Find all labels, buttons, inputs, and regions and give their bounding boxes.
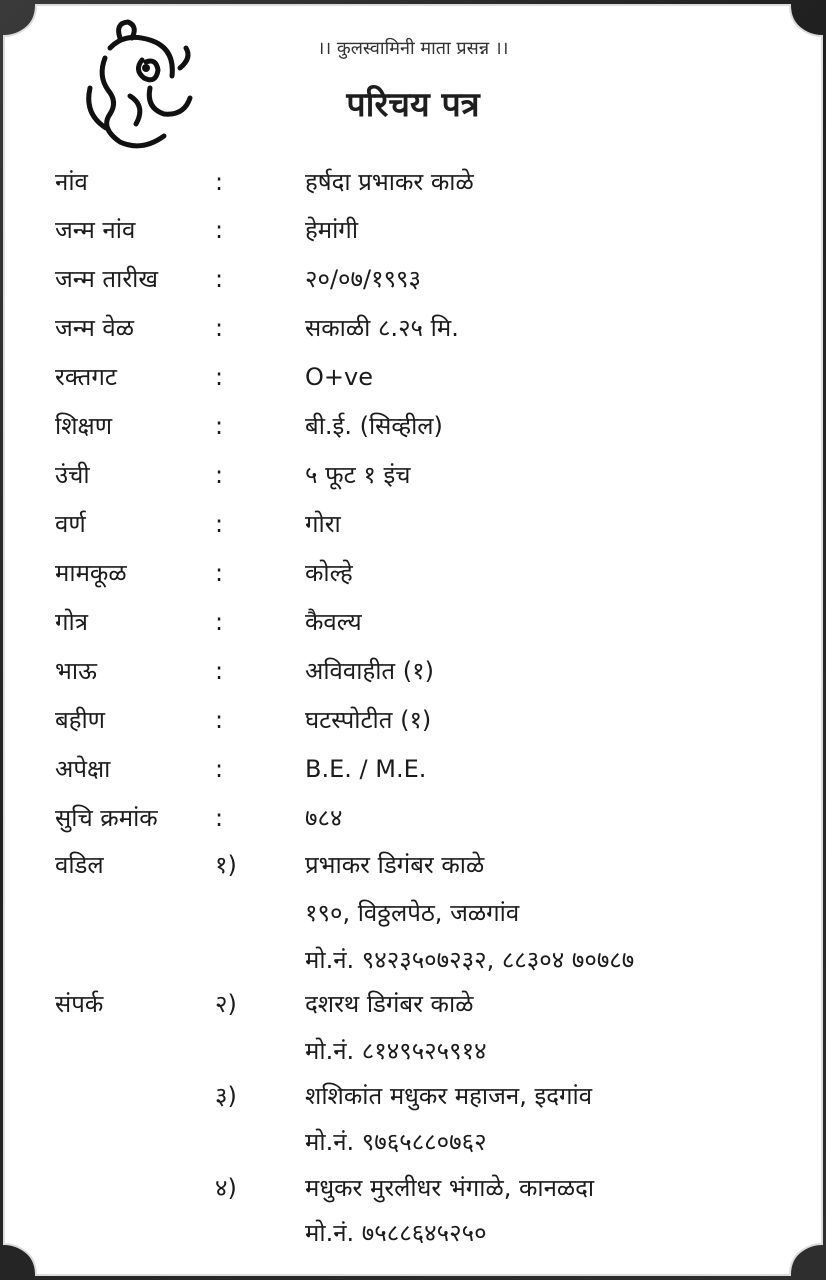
contact-phone: मो.नं. ८१४९५२५९१४ — [305, 1037, 487, 1065]
contact-name: शशिकांत मधुकर महाजन, इदगांव — [305, 1082, 593, 1110]
field-row-serial-number — [0, 798, 826, 838]
field-label: अपेक्षा — [55, 755, 111, 783]
field-row-birth-name — [0, 210, 826, 250]
field-row-education — [0, 406, 826, 446]
contact-number: ४) — [215, 1174, 237, 1202]
field-label: भाऊ — [55, 657, 97, 685]
field-colon: : — [215, 265, 224, 293]
contact-name: मधुकर मुरलीधर भंगाळे, कानळदा — [305, 1174, 595, 1202]
contact-number: २) — [215, 990, 237, 1018]
field-row-height — [0, 455, 826, 495]
field-label: वर्ण — [55, 510, 86, 538]
field-colon: : — [215, 755, 224, 783]
field-value: ५ फूट १ इंच — [305, 461, 411, 489]
field-value: कैवल्य — [305, 608, 362, 636]
field-label: शिक्षण — [55, 412, 113, 440]
field-value: बी.ई. (सिव्हील) — [305, 412, 443, 440]
field-value: हर्षदा प्रभाकर काळे — [305, 168, 474, 196]
field-label: जन्म नांव — [55, 216, 136, 244]
field-colon: : — [215, 363, 224, 391]
field-row-complexion — [0, 504, 826, 544]
father-address: १९०, विठ्ठलपेठ, जळगांव — [305, 899, 520, 927]
field-label: जन्म वेळ — [55, 314, 135, 342]
field-value: कोल्हे — [305, 559, 353, 587]
field-colon: : — [215, 657, 224, 685]
father-name: प्रभाकर डिगंबर काळे — [305, 851, 485, 879]
field-row-birth-time — [0, 308, 826, 348]
contact-row-1-phone — [0, 1031, 826, 1071]
field-label: मामकूळ — [55, 559, 127, 587]
field-value: घटस्पोटीत (१) — [305, 706, 432, 734]
field-value: B.E. / M.E. — [305, 755, 427, 783]
field-row-name — [0, 162, 826, 202]
contact-row-3 — [0, 1168, 826, 1208]
father-number: १) — [215, 851, 237, 879]
field-value: सकाळी ८.२५ मि. — [305, 314, 459, 342]
field-value: हेमांगी — [305, 216, 359, 244]
blessing-text: ।। कुलस्वामिनी माता प्रसन्न ।। — [317, 38, 509, 59]
contact-name: दशरथ डिगंबर काळे — [305, 990, 474, 1018]
field-label: गोत्र — [55, 608, 88, 636]
contact-row-1 — [0, 984, 826, 1024]
field-label: बहीण — [55, 706, 106, 734]
field-colon: : — [215, 461, 224, 489]
father-address-row — [0, 893, 826, 933]
contact-phone: मो.नं. ९७६५८८०७६२ — [305, 1128, 487, 1156]
field-row-maternal-family — [0, 553, 826, 593]
field-row-blood-group — [0, 357, 826, 397]
field-colon: : — [215, 804, 224, 832]
field-colon: : — [215, 314, 224, 342]
field-colon: : — [215, 559, 224, 587]
contact-row-2-phone — [0, 1122, 826, 1162]
field-colon: : — [215, 168, 224, 196]
contact-row-3-phone — [0, 1213, 826, 1253]
field-value: २०/०७/१९९३ — [305, 265, 422, 293]
contact-row-2 — [0, 1076, 826, 1116]
field-label: सुचि क्रमांक — [55, 804, 158, 832]
contact-phone: मो.नं. ७५८८६४५२५० — [305, 1219, 487, 1247]
contacts-label: संपर्क — [55, 990, 104, 1018]
field-row-brother — [0, 651, 826, 691]
father-row — [0, 845, 826, 885]
field-colon: : — [215, 608, 224, 636]
field-value: O+ve — [305, 363, 373, 391]
field-row-birth-date — [0, 259, 826, 299]
father-phone: मो.नं. ९४२३५०७२३२, ८८३०४ ७०७८७ — [305, 946, 635, 974]
field-value: गोरा — [305, 510, 341, 538]
field-label: नांव — [55, 168, 88, 196]
field-colon: : — [215, 706, 224, 734]
field-colon: : — [215, 216, 224, 244]
field-row-sister — [0, 700, 826, 740]
field-value: ७८४ — [305, 804, 343, 832]
contact-number: ३) — [215, 1082, 237, 1110]
field-label: उंची — [55, 461, 90, 489]
field-value: अविवाहीत (१) — [305, 657, 434, 685]
field-row-expectation — [0, 749, 826, 789]
field-row-gotra — [0, 602, 826, 642]
field-colon: : — [215, 412, 224, 440]
field-label: रक्तगट — [55, 363, 117, 391]
field-colon: : — [215, 510, 224, 538]
father-phone-row — [0, 940, 826, 980]
field-label: जन्म तारीख — [55, 265, 158, 293]
father-label: वडिल — [55, 851, 104, 879]
page-title: परिचय पत्र — [346, 85, 480, 125]
